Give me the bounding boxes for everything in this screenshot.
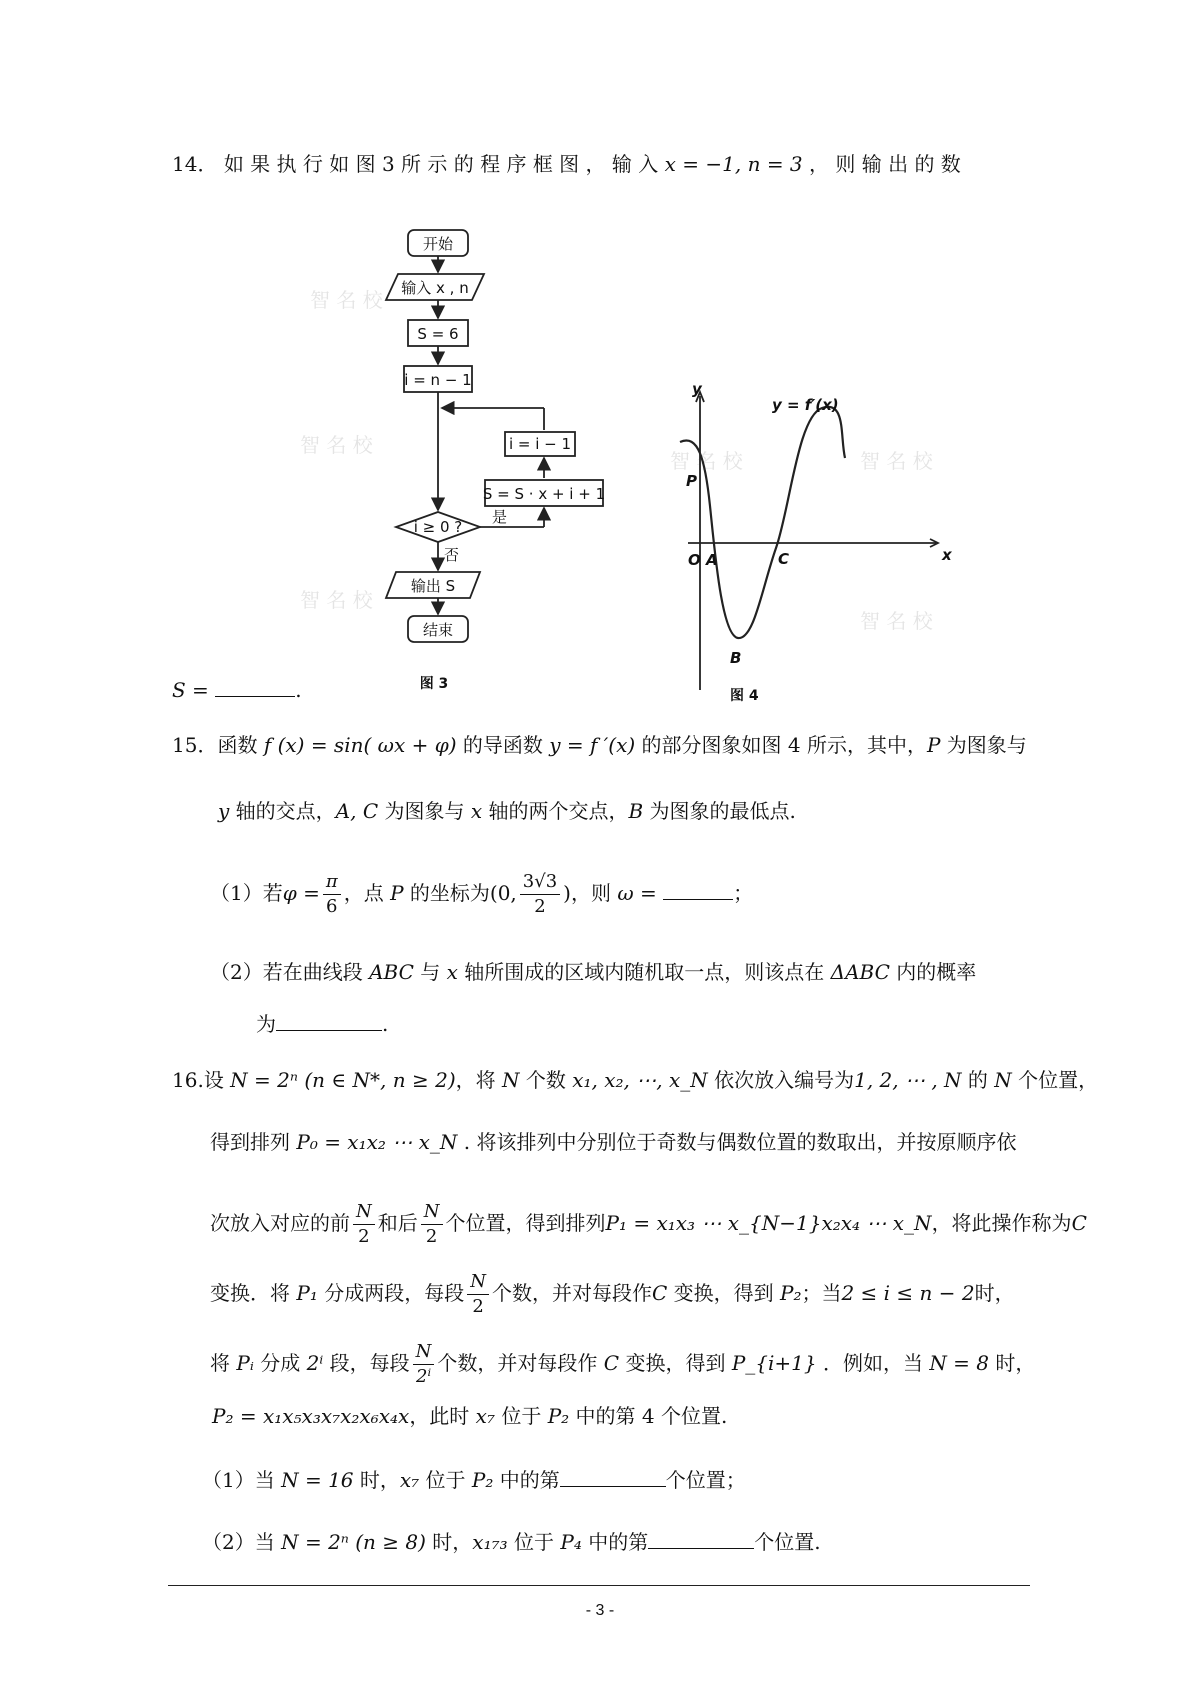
q16-c: C bbox=[1071, 1211, 1087, 1235]
point-b-label: B bbox=[730, 649, 742, 667]
function-label: y = f′(x) bbox=[772, 396, 839, 414]
q16-text: 中的第 4 个位置. bbox=[569, 1404, 728, 1428]
q16-text: 得到排列 bbox=[210, 1130, 297, 1154]
frac-den: 2 bbox=[425, 1226, 438, 1247]
svg-text:智 名 校: 智 名 校 bbox=[860, 609, 933, 633]
q16-text: ，此时 bbox=[409, 1404, 476, 1428]
q16-p1-ref: P₁ bbox=[296, 1281, 318, 1305]
q16-text: 个数，并对每段作 bbox=[437, 1351, 598, 1375]
flowchart-figure bbox=[300, 222, 610, 702]
q15-x: x bbox=[470, 799, 483, 823]
q14-number: 14． bbox=[172, 152, 218, 176]
q15-coord-close: ) bbox=[563, 881, 571, 905]
q16-c: C bbox=[597, 1351, 626, 1375]
q15-text: . bbox=[382, 1012, 389, 1036]
footer-rule bbox=[168, 1585, 1030, 1586]
svg-text:智 名 校: 智 名 校 bbox=[670, 449, 743, 473]
q16-text: ，将此操作称为 bbox=[931, 1211, 1072, 1235]
point-a-label: A bbox=[706, 551, 718, 569]
q16-text: 时， bbox=[425, 1530, 473, 1554]
n-over-2 bbox=[421, 1200, 443, 1249]
q16-p1: P₁ = x₁x₃ ⋯ x_{N−1}x₂x₄ ⋯ x_N bbox=[605, 1211, 932, 1235]
q15-omega: ω = bbox=[610, 881, 657, 905]
flow-update: S = S · x + i + 1 bbox=[482, 485, 606, 503]
q16-sub1-label: （1）当 bbox=[202, 1468, 282, 1492]
q16-line6 bbox=[212, 1404, 727, 1428]
q15-p: P bbox=[926, 733, 941, 757]
q16-line1 bbox=[172, 1068, 1098, 1092]
q16-pi1: P_{i+1} bbox=[731, 1351, 817, 1375]
q16-line2 bbox=[210, 1130, 1016, 1154]
q16-sub1-blank[interactable] bbox=[560, 1470, 666, 1487]
svg-text:智 名 校: 智 名 校 bbox=[310, 288, 383, 312]
frac-num: N bbox=[421, 1200, 443, 1225]
q15-text: 的部分图象如图 4 所示，其中， bbox=[635, 733, 927, 757]
svg-text:智 名 校: 智 名 校 bbox=[300, 588, 373, 612]
q16-number: 16. bbox=[172, 1068, 204, 1092]
q15-part2-line2 bbox=[256, 1012, 388, 1036]
frac-den: 6 bbox=[326, 896, 338, 917]
q16-text: 次放入对应的前 bbox=[210, 1211, 350, 1235]
q14-text-a: 如 果 执 行 如 图 3 所 示 的 程 序 框 图 ， 输 入 bbox=[223, 152, 665, 176]
q16-text: 段，每段 bbox=[323, 1351, 410, 1375]
q16-sub2-label: （2）当 bbox=[202, 1530, 282, 1554]
q16-text: ，将 bbox=[455, 1068, 502, 1092]
q16-text: 个位置. bbox=[754, 1530, 821, 1554]
q16-p2-ref: P₂ bbox=[471, 1468, 494, 1492]
q15-line1 bbox=[172, 733, 1027, 757]
frac-den: 2 bbox=[358, 1226, 370, 1247]
q16-n-cond: N = 2ⁿ (n ≥ 8) bbox=[281, 1530, 426, 1554]
q16-i-range: 2 ≤ i ≤ n − 2 bbox=[841, 1281, 975, 1305]
frac-num: N bbox=[353, 1200, 375, 1225]
q16-n8: N = 8 bbox=[929, 1351, 990, 1375]
q15-y: y bbox=[218, 799, 230, 823]
q15-part2 bbox=[210, 960, 976, 984]
q16-text: 变换，得到 bbox=[667, 1281, 780, 1305]
q16-text: 时， bbox=[989, 1351, 1036, 1375]
frac-num: N bbox=[413, 1340, 435, 1365]
figure4-caption: 图 4 bbox=[730, 688, 759, 704]
q16-line3 bbox=[210, 1200, 1087, 1249]
q16-n-def: N = 2ⁿ (n ∈ N*, n ≥ 2) bbox=[230, 1068, 456, 1092]
q16-text: 时， bbox=[974, 1281, 1015, 1305]
q14-condition: x = −1, n = 3 bbox=[664, 152, 803, 176]
q15-text: 函数 bbox=[217, 733, 264, 757]
q14-answer-suffix: . bbox=[295, 678, 302, 702]
q16-text: 设 bbox=[203, 1068, 231, 1092]
q15-text: 为图象的最低点. bbox=[643, 799, 796, 823]
q16-x173: x₁₇₃ bbox=[472, 1530, 508, 1554]
q16-sub2-blank[interactable] bbox=[648, 1532, 754, 1549]
q16-line5 bbox=[210, 1340, 1035, 1389]
flow-init-s: S = 6 bbox=[417, 325, 459, 343]
flow-input: 输入 x , n bbox=[401, 279, 469, 297]
q15-line2 bbox=[218, 799, 796, 823]
q15-text: 轴所围成的区域内随机取一点，则该点在 bbox=[457, 960, 825, 984]
flow-yes-label: 是 bbox=[492, 508, 508, 526]
flow-start: 开始 bbox=[422, 235, 454, 253]
flow-condition: i ≥ 0 ? bbox=[413, 518, 463, 536]
q15-text: ； bbox=[733, 881, 754, 905]
q16-text: 变换，得到 bbox=[625, 1351, 732, 1375]
derivative-curve bbox=[680, 407, 845, 638]
q16-text: ．例如，当 bbox=[816, 1351, 930, 1375]
q15-x: x bbox=[446, 960, 458, 984]
frac-den: 2ⁱ bbox=[416, 1366, 432, 1387]
flow-decrement: i = i − 1 bbox=[508, 435, 572, 453]
q16-p4-ref: P₄ bbox=[560, 1530, 582, 1554]
q15-part1-label: （1）若 bbox=[210, 881, 283, 905]
q15-part1-blank[interactable] bbox=[663, 883, 733, 900]
q16-text: 将 bbox=[210, 1351, 237, 1375]
q16-text: 分成两段，每段 bbox=[317, 1281, 465, 1305]
q16-x7: x₇ bbox=[399, 1468, 420, 1492]
q16-line4 bbox=[210, 1270, 1015, 1319]
frac-num: N bbox=[467, 1270, 489, 1295]
q16-text: 和后 bbox=[377, 1211, 418, 1235]
frac-num: 3√3 bbox=[520, 870, 560, 895]
q15-text: 内的概率 bbox=[896, 960, 977, 984]
q16-sub1 bbox=[202, 1468, 746, 1492]
q14-answer-blank[interactable] bbox=[215, 680, 295, 697]
n-over-2i bbox=[413, 1340, 435, 1389]
q15-number: 15． bbox=[172, 733, 218, 757]
q16-p2-ref: P₂ bbox=[547, 1404, 570, 1428]
q16-c: C bbox=[651, 1281, 668, 1305]
flow-end: 结束 bbox=[422, 621, 454, 639]
q15-ac: A, C bbox=[335, 799, 379, 823]
q16-text: 位于 bbox=[419, 1468, 472, 1492]
q16-text: 依次放入编号为 bbox=[707, 1068, 855, 1092]
q15-text: 的坐标为 bbox=[403, 881, 490, 905]
n-over-2 bbox=[353, 1200, 375, 1249]
q16-p0: P₀ = x₁x₂ ⋯ x_N bbox=[296, 1130, 458, 1154]
flow-output: 输出 S bbox=[410, 577, 456, 595]
q16-sub2 bbox=[202, 1530, 821, 1554]
q16-text: . 将该排列中分别位于奇数与偶数位置的数取出，并按原顺序依 bbox=[457, 1130, 1017, 1154]
q14-answer-prefix: S = bbox=[172, 678, 209, 702]
q16-2i: 2ⁱ bbox=[306, 1351, 324, 1375]
q15-text: 为图象与 bbox=[940, 733, 1027, 757]
q14-answer-line bbox=[172, 678, 302, 702]
q16-n: N bbox=[994, 1068, 1012, 1092]
q16-text: 个位置，得到排列 bbox=[445, 1211, 606, 1235]
q15-text: 的导函数 bbox=[456, 733, 550, 757]
figure3-caption: 图 3 bbox=[419, 676, 449, 692]
q15-triangle: ΔABC bbox=[824, 960, 897, 984]
q15-part2-label: （2）若在曲线段 bbox=[210, 960, 363, 984]
origin-label: O bbox=[688, 551, 701, 569]
flow-init-i: i = n − 1 bbox=[404, 371, 472, 389]
q15-text: 为图象与 bbox=[378, 799, 471, 823]
q16-p2-ref: P₂ bbox=[779, 1281, 802, 1305]
coord-fraction bbox=[520, 870, 560, 919]
q16-p2-example: P₂ = x₁x₅x₃x₇x₂x₆x₄x bbox=[212, 1404, 410, 1428]
q15-text: 轴的两个交点， bbox=[482, 799, 629, 823]
svg-text:智 名 校: 智 名 校 bbox=[300, 433, 373, 457]
q15-b: B bbox=[628, 799, 644, 823]
q16-text: 的 bbox=[961, 1068, 995, 1092]
q15-abc: ABC bbox=[362, 960, 421, 984]
q16-x7: x₇ bbox=[475, 1404, 495, 1428]
q15-function: f (x) = sin( ωx + φ) bbox=[263, 733, 457, 757]
q15-text: 轴的交点， bbox=[229, 799, 336, 823]
q15-phi: φ = bbox=[282, 881, 320, 905]
x-axis-label: x bbox=[942, 546, 952, 564]
q16-text: 分成 bbox=[253, 1351, 307, 1375]
q16-text: 中的第 bbox=[581, 1530, 649, 1554]
flow-no-label: 否 bbox=[444, 546, 460, 564]
q15-part2-blank[interactable] bbox=[276, 1014, 382, 1031]
q16-positions: 1, 2, ⋯ , N bbox=[854, 1068, 962, 1092]
q16-pi: Pᵢ bbox=[236, 1351, 254, 1375]
q15-text: ，点 bbox=[343, 881, 391, 905]
q15-part1 bbox=[210, 870, 753, 919]
svg-text:智 名 校: 智 名 校 bbox=[860, 449, 933, 473]
y-axis-label: y bbox=[692, 380, 702, 398]
q16-text: 中的第 bbox=[493, 1468, 560, 1492]
point-c-label: C bbox=[778, 550, 790, 568]
q16-text: 时， bbox=[353, 1468, 400, 1492]
n-over-2 bbox=[467, 1270, 489, 1319]
q16-n: N bbox=[502, 1068, 520, 1092]
q16-text: 位于 bbox=[507, 1530, 561, 1554]
q15-text: 与 bbox=[420, 960, 447, 984]
frac-den: 2 bbox=[472, 1296, 484, 1317]
q15-text: ，则 bbox=[570, 881, 611, 905]
q14-text-b: ， 则 输 出 的 数 bbox=[809, 152, 961, 176]
frac-num: π bbox=[323, 870, 341, 895]
q15-text: 为 bbox=[256, 1012, 276, 1036]
q15-coord-open: (0, bbox=[489, 881, 517, 905]
q16-text: 个位置， bbox=[1011, 1068, 1099, 1092]
q16-n16: N = 16 bbox=[281, 1468, 354, 1492]
q16-text: 个数，并对每段作 bbox=[491, 1281, 652, 1305]
q14-line bbox=[172, 152, 961, 176]
q16-text: ；当 bbox=[801, 1281, 842, 1305]
q16-text: 变换．将 bbox=[210, 1281, 297, 1305]
pi-over-six bbox=[323, 870, 341, 919]
q16-text: 位于 bbox=[494, 1404, 548, 1428]
derivative-graph-figure bbox=[670, 380, 952, 708]
point-p-label: P bbox=[686, 472, 697, 490]
q15-derivative: y = f ′(x) bbox=[549, 733, 636, 757]
frac-den: 2 bbox=[534, 896, 546, 917]
q16-text: 个位置； bbox=[665, 1468, 746, 1492]
q15-p: P bbox=[390, 881, 404, 905]
q16-seq: x₁, x₂, ⋯, x_N bbox=[572, 1068, 708, 1092]
page-number: - 3 - bbox=[585, 1602, 615, 1619]
q16-text: 个数 bbox=[519, 1068, 573, 1092]
